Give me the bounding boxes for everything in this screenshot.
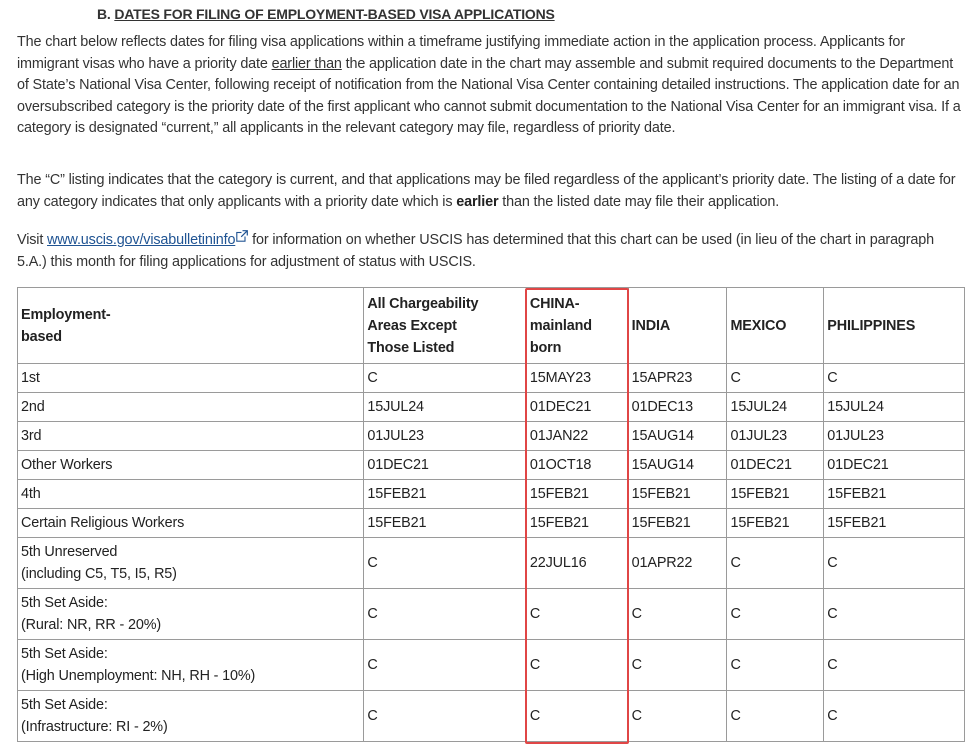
date-cell: 01DEC21 bbox=[526, 393, 628, 422]
date-cell: C bbox=[364, 589, 527, 640]
header-line: PHILIPPINES bbox=[827, 317, 916, 334]
date-cell: C bbox=[727, 364, 824, 393]
date-cell: 15FEB21 bbox=[364, 480, 527, 509]
section-title: DATES FOR FILING OF EMPLOYMENT-BASED VISA APPLICATIONS bbox=[114, 6, 555, 22]
category-line: (including C5, T5, I5, R5) bbox=[21, 566, 177, 582]
current-listing-explanation bbox=[17, 170, 967, 213]
header-employment-based bbox=[18, 288, 364, 364]
table-row bbox=[18, 640, 965, 691]
date-cell: C bbox=[364, 640, 527, 691]
category-line: 2nd bbox=[21, 399, 45, 415]
table-row bbox=[18, 509, 965, 538]
date-cell: 15JUL24 bbox=[727, 393, 824, 422]
date-cell: 15MAY23 bbox=[526, 364, 628, 393]
date-cell: 15FEB21 bbox=[526, 480, 628, 509]
date-cell: 01JUL23 bbox=[824, 422, 965, 451]
category-cell bbox=[18, 589, 364, 640]
section-heading bbox=[97, 6, 555, 22]
paragraph1-text-start: The chart below reflects dates for filing visa applications within a timeframe justifying immediate action in the application process. Applicants for immigrant visas who have a priority date bbox=[17, 34, 905, 72]
filing-dates-explanation bbox=[17, 32, 967, 140]
header-mexico bbox=[727, 288, 824, 364]
date-cell: 15APR23 bbox=[628, 364, 727, 393]
category-cell bbox=[18, 422, 364, 451]
date-cell: 15FEB21 bbox=[526, 509, 628, 538]
date-cell: C bbox=[727, 640, 824, 691]
header-line: mainland bbox=[529, 317, 592, 334]
date-cell: C bbox=[727, 691, 824, 742]
header-line: Those Listed bbox=[367, 339, 455, 356]
table-row bbox=[18, 451, 965, 480]
category-cell bbox=[18, 480, 364, 509]
external-link-icon[interactable] bbox=[236, 230, 248, 242]
date-cell: 15FEB21 bbox=[364, 509, 527, 538]
date-cell: C bbox=[824, 691, 965, 742]
date-cell: 01DEC21 bbox=[364, 451, 527, 480]
date-cell: C bbox=[364, 538, 527, 589]
uscis-visit-note bbox=[17, 230, 967, 273]
date-cell: C bbox=[526, 691, 628, 742]
date-cell: 01DEC21 bbox=[727, 451, 824, 480]
date-cell: C bbox=[628, 589, 727, 640]
date-cell: C bbox=[364, 364, 527, 393]
earlier-than-emphasis: earlier than bbox=[271, 55, 342, 72]
date-cell: 15FEB21 bbox=[824, 509, 965, 538]
category-cell bbox=[18, 509, 364, 538]
category-line: 5th Set Aside: bbox=[21, 697, 108, 713]
date-cell: 01JAN22 bbox=[526, 422, 628, 451]
category-cell bbox=[18, 640, 364, 691]
date-cell: 15JUL24 bbox=[364, 393, 527, 422]
category-line: 3rd bbox=[21, 428, 42, 444]
date-cell: C bbox=[727, 538, 824, 589]
date-cell: 01JUL23 bbox=[364, 422, 527, 451]
date-cell: 15FEB21 bbox=[727, 480, 824, 509]
date-cell: C bbox=[824, 364, 965, 393]
visit-suffix: for information on whether USCIS has determined that this chart can be used (in lieu of the chart in paragraph 5.A.) this month for filing applications for adjustment of status with USCIS. bbox=[17, 232, 934, 270]
header-line: born bbox=[529, 339, 562, 356]
category-line: (High Unemployment: NH, RH - 10%) bbox=[21, 668, 256, 684]
category-line: (Rural: NR, RR - 20%) bbox=[21, 617, 161, 633]
paragraph2-text-end: than the listed date may file their application. bbox=[498, 193, 780, 210]
table-row bbox=[18, 422, 965, 451]
category-line: 5th Set Aside: bbox=[21, 595, 108, 611]
date-cell: 15AUG14 bbox=[628, 451, 727, 480]
date-cell: 15FEB21 bbox=[628, 480, 727, 509]
date-cell: C bbox=[526, 589, 628, 640]
header-line: All Chargeability bbox=[367, 295, 479, 312]
header-line: Areas Except bbox=[367, 317, 457, 334]
date-cell: 15FEB21 bbox=[727, 509, 824, 538]
category-line: 5th Unreserved bbox=[21, 544, 118, 560]
header-line: based bbox=[21, 328, 62, 345]
date-cell: 15FEB21 bbox=[824, 480, 965, 509]
date-cell: 22JUL16 bbox=[526, 538, 628, 589]
category-line: 4th bbox=[21, 486, 41, 502]
header-china-mainland-born bbox=[526, 288, 628, 364]
table-row bbox=[18, 364, 965, 393]
date-cell: C bbox=[824, 538, 965, 589]
header-line: CHINA- bbox=[529, 295, 580, 312]
earlier-emphasis: earlier bbox=[456, 193, 499, 210]
table-row bbox=[18, 393, 965, 422]
table-header-row bbox=[18, 288, 965, 364]
date-cell: C bbox=[824, 640, 965, 691]
date-cell: 15FEB21 bbox=[628, 509, 727, 538]
header-all-chargeability bbox=[364, 288, 527, 364]
table-row bbox=[18, 480, 965, 509]
category-cell bbox=[18, 691, 364, 742]
date-cell: C bbox=[727, 589, 824, 640]
table-row bbox=[18, 691, 965, 742]
header-line: INDIA bbox=[631, 317, 671, 334]
category-cell bbox=[18, 451, 364, 480]
date-cell: 01APR22 bbox=[628, 538, 727, 589]
employment-based-filing-dates-table bbox=[17, 287, 965, 742]
category-line: 5th Set Aside: bbox=[21, 646, 108, 662]
date-cell: C bbox=[628, 691, 727, 742]
category-line: Other Workers bbox=[21, 457, 113, 473]
table-body bbox=[18, 364, 965, 742]
date-cell: C bbox=[628, 640, 727, 691]
category-cell bbox=[18, 538, 364, 589]
table-row bbox=[18, 589, 965, 640]
category-line: 1st bbox=[21, 370, 40, 386]
header-philippines bbox=[824, 288, 965, 364]
header-line: MEXICO bbox=[730, 317, 787, 334]
header-india bbox=[628, 288, 727, 364]
section-letter: B. bbox=[97, 6, 111, 22]
date-cell: 01DEC13 bbox=[628, 393, 727, 422]
date-cell: 15JUL24 bbox=[824, 393, 965, 422]
header-line: Employment- bbox=[21, 306, 111, 323]
date-cell: 01DEC21 bbox=[824, 451, 965, 480]
category-cell bbox=[18, 393, 364, 422]
date-cell: 01JUL23 bbox=[727, 422, 824, 451]
paragraph2-text-start: The “C” listing indicates that the category is current, and that applications may be filed regardless of the applicant’s priority date. The listing of a date for any category indicates that only applicants with a priority date which is bbox=[17, 172, 956, 210]
uscis-visa-bulletin-link[interactable]: www.uscis.gov/visabulletininfo bbox=[47, 232, 236, 248]
date-cell: 15AUG14 bbox=[628, 422, 727, 451]
date-cell: C bbox=[824, 589, 965, 640]
date-cell: C bbox=[526, 640, 628, 691]
paragraph1-text-end: the application date in the chart may assemble and submit required documents to the Department of State’s National Visa Center, following receipt of notification from the National Visa Center containing detailed instructions. The application date for an oversubscribed category is the priority date of the first applicant who cannot submit documentation to the National Visa Center for an immigrant visa. If a category is designated “current,” all applicants in the relevant category may file, regardless of priority date. bbox=[17, 55, 961, 136]
date-cell: 01OCT18 bbox=[526, 451, 628, 480]
category-cell bbox=[18, 364, 364, 393]
category-line: Certain Religious Workers bbox=[21, 515, 185, 531]
table-row bbox=[18, 538, 965, 589]
date-cell: C bbox=[364, 691, 527, 742]
category-line: (Infrastructure: RI - 2%) bbox=[21, 719, 168, 735]
visit-prefix: Visit bbox=[17, 232, 48, 248]
